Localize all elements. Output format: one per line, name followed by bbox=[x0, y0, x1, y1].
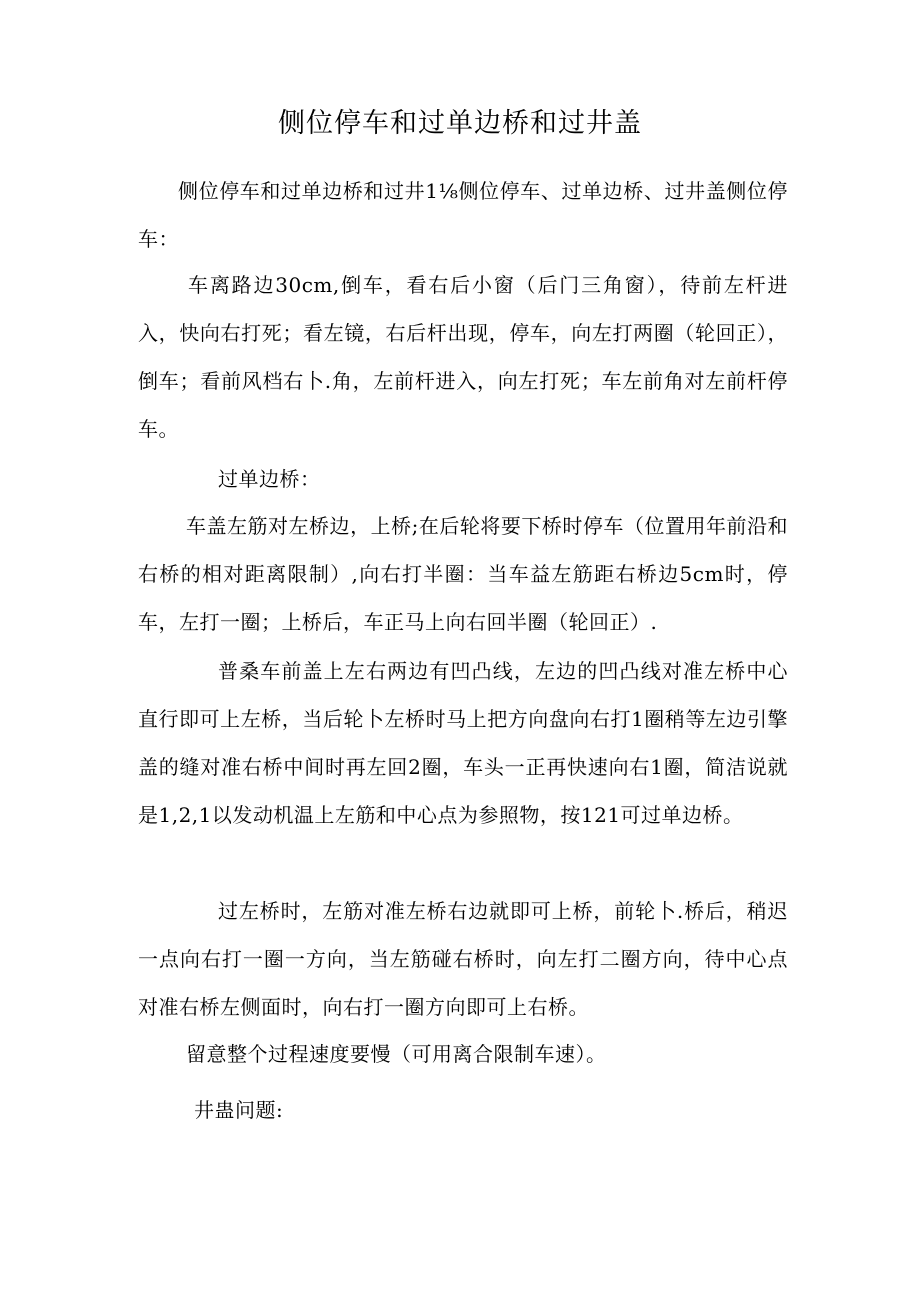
paragraph-intro: 侧位停车和过单边桥和过井1⅛侧位停车、过单边桥、过井盖侧位停车： bbox=[138, 179, 788, 251]
paragraph-left-bridge: 过左桥时，左筋对准左桥右边就即可上桥，前轮卜.桥后，稍迟一点向右打一圈一方向，当左筋碰右桥时，向左打二圈方向，待中心点对准右桥左侧面时，向右打一圈方向即可上右桥。 bbox=[138, 899, 788, 1019]
paragraph-santana-method: 普桑车前盖上左右两边有凹凸线，左边的凹凸线对准左桥中心直行即可上左桥，当后轮卜左桥时马上把方向盘向右打1圈稍等左边引擎盖的缝对准右桥中间时再左回2圈，车头一正再快速向右1圈，简洁说就是1,2,1以发动机温上左筋和中心点为参照物，按121可过单边桥。 bbox=[138, 659, 788, 827]
heading-single-bridge: 过单边桥： bbox=[218, 467, 321, 491]
paragraph-speed-note: 留意整个过程速度要慢（可用离合限制车速）。 bbox=[186, 1042, 607, 1066]
paragraph-bridge-steps: 车盖左筋对左桥边，上桥;在后轮将要下桥时停车（位置用年前沿和右桥的相对距离限制）,向右打半圈：当车益左筋距右桥边5cm时，停车，左打一圈；上桥后，车正马上向右回半圈（轮回正）. bbox=[138, 514, 788, 634]
paragraph-side-parking: 车离路边30cm,倒车，看右后小窗（后门三角窗），待前左杆进入，快向右打死；看左镜，右后杆出现，停车，向左打两圈（轮回正），倒车；看前风档右卜.角，左前杆进入，向左打死；车左前角对左前杆停车。 bbox=[138, 273, 788, 441]
page-title: 侧位停车和过单边桥和过井盖 bbox=[278, 108, 642, 139]
heading-manhole: 井蛊问题: bbox=[194, 1098, 284, 1122]
